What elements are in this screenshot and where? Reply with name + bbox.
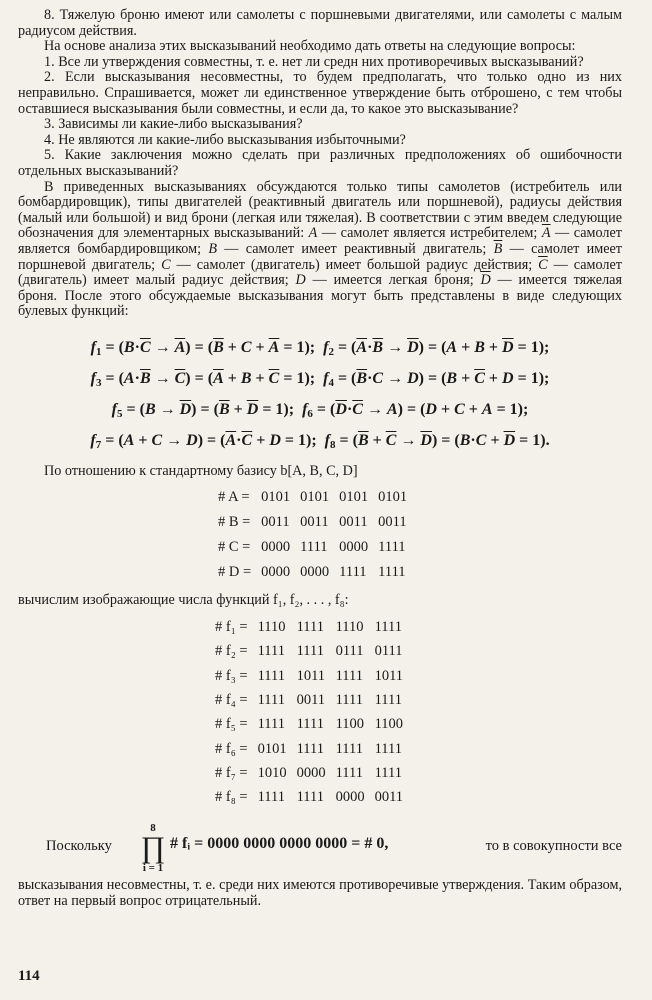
basis-table [218,485,407,585]
page-number: 114 [18,968,40,984]
boolean-formulas [18,332,622,456]
function-row-f8: # f₈ = 1111 1111 0000 0011 [215,789,404,806]
basis-row-d: # D = 0000 0000 1111 1111 [218,564,406,581]
product-intro-word: Поскольку [46,838,112,855]
product-tail: то в совокупности все [485,838,622,855]
paragraph-notation: В приведенных высказываниях обсуждаются только типы самолетов (истребитель или бомбардировщик), типы двигателей (реактивный двигатель или поршневой), радиусы действия (малый или большой) и вид брони (легкая или тяжелая). В соответствии с этим введем следующие обозначения для элементарных высказываний: A — самолет является истребителем; $\overline{A}$ — самолет является бомбардировщиком; B — самолет имеет реактивный двигатель; $\overline{B}$ — самолет имеет поршневой двигатель; C — самолет (двигатель) имеет большой радиус действия; $\overline{C}$ — самолет (двигатель) имеет малый радиус действия; D — имеется легкая броня; $\overline{D}$ — имеется тяжелая броня. После этого обсуждаемые высказывания могут быть представлены в виде следующих булевых функций: [18,178,623,320]
function-row-f6: # f₆ = 0101 1111 1111 1111 [215,740,402,757]
function-row-f3: # f₃ = 1111 1011 1111 1011 [215,667,404,684]
basis-intro: По отношению к стандартному базису b[A, B, C, D] [44,462,358,479]
question-1: 1. Все ли утверждения совместны, т. е. нет ли средн них противоречивых высказываний? [44,53,584,70]
functions-intro: вычислим изображающие числа функций f₁, f₂, . . . , f₈: [18,592,349,609]
question-4: 4. Не являются ли какие-либо высказывания избыточными? [44,131,406,148]
basis-row-b: # B = 0011 0011 0011 0011 [218,514,407,531]
question-2: 2. Если высказывания несовместны, то будем предполагать, что только одно из них неправильно. Спрашивается, может ли единственное утверждение быть отброшено, с тем чтобы оставшиеся высказывания были совместны, и если да, то какое это высказывание? [18,69,622,117]
paragraph-questions-intro: На основе анализа этих высказываний необходимо дать ответы на следующие вопросы: [44,38,576,55]
question-3: 3. Зависимы ли какие-либо высказывания? [44,116,303,133]
basis-row-c: # C = 0000 1111 0000 1111 [218,539,406,556]
function-row-f1: # f₁ = 1110 1111 1110 1111 [215,618,402,635]
paragraph-statement-8: 8. Тяжелую броню имеют или самолеты с поршневыми двигателями, или самолеты с малым радиусом действия. [18,7,622,39]
functions-table [215,615,403,810]
formula-f5-f6: $f_5 = (B \to \overline{D}) = (\overline{B} + \overline{D} = 1)$; $f_6 = (\overline{D}\cdot\overline{C} \to A) = (D + C + A = 1)$; [111,400,529,420]
function-row-f7: # f₇ = 1010 0000 1111 1111 [215,765,402,782]
formula-f3-f4: $f_3 = (A\cdot\overline{B} \to \overline{C}) = (\overline{A} + B + \overline{C} = 1)$; $f_4 = (\overline{B}\cdot C \to D) = (B + \overline{C} + D = 1)$; [90,369,550,389]
question-5: 5. Какие заключения можно сделать при различных предположениях об ошибочности отдельных высказываний? [18,147,622,179]
formula-f1-f2: $f_1 = (B\cdot\overline{C} \to \overline{A}) = (\overline{B} + C + \overline{A} = 1)$; $f_2 = (\overline{A}\cdot\overline{B} \to \overline{D}) = (A + B + \overline{D} = 1)$; [90,338,550,358]
product-upper-limit: 8 [150,822,156,835]
product-symbol: ∏ [140,831,166,865]
basis-row-a: # A = 0101 0101 0101 0101 [218,489,408,506]
function-row-f5: # f₅ = 1111 1111 1100 1100 [215,716,404,733]
function-row-f2: # f₂ = 1111 1111 0111 0111 [215,643,403,660]
formula-f7-f8: $f_7 = (A + C \to D) = (\overline{A}\cdot\overline{C} + D = 1)$; $f_8 = (\overline{B} + \overline{C} \to \overline{D}) = (B\cdot C + \overline{D} = 1)$. [90,431,550,451]
function-row-f4: # f₄ = 1111 0011 1111 1111 [215,691,402,708]
product-lower-limit: i = 1 [142,862,164,875]
product-expression: # fᵢ = 0000 0000 0000 0000 = # 0, [170,835,389,853]
conclusion-paragraph: высказывания несовместны, т. е. среди них имеются противоречивые утверждения. Таким образом, ответ на первый вопрос отрицательный. [18,877,622,909]
product-statement [18,818,622,878]
product-operator [137,822,169,874]
